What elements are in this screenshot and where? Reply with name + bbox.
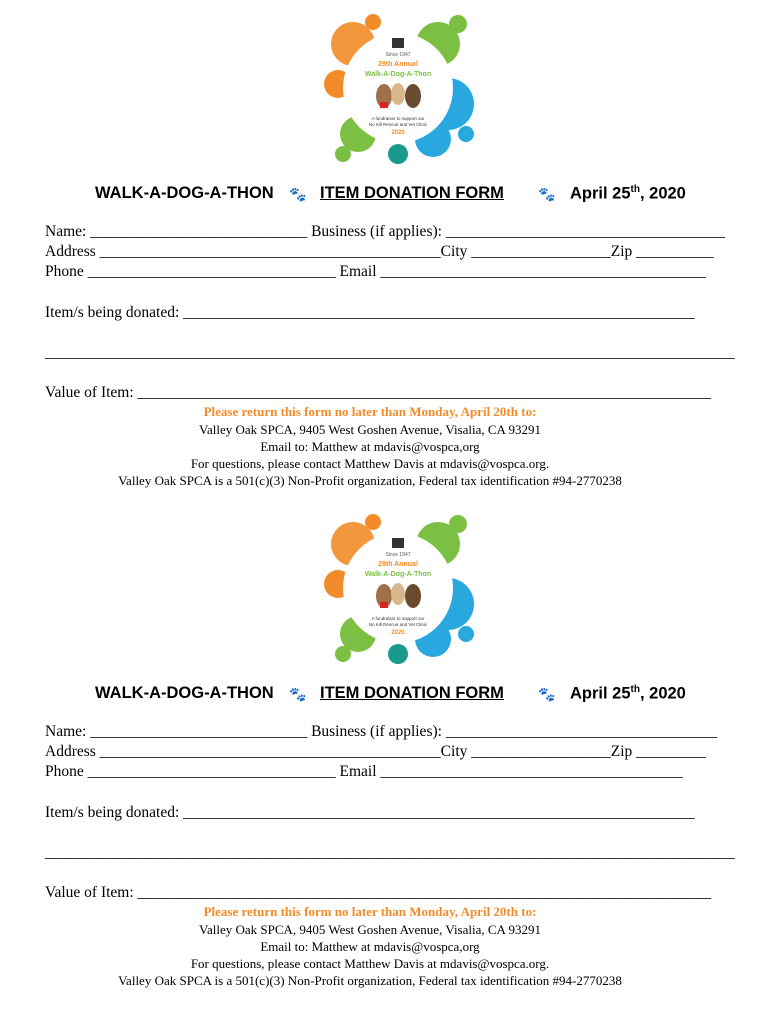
items-extra-line[interactable]: _________________________________________________________________________________________ [45, 844, 735, 861]
form-title-row [0, 680, 770, 710]
tax-id-note: Valley Oak SPCA is a 501(c)(3) Non-Profit organization, Federal tax identification #94-2770238 [118, 473, 622, 488]
item-value-line[interactable]: Value of Item: __________________________________________________________________________ [45, 384, 712, 401]
mailing-address: Valley Oak SPCA, 9405 West Goshen Avenue, Visalia, CA 93291 [199, 422, 541, 437]
form-title: ITEM DONATION FORM [320, 684, 504, 702]
paw-icon: 🐾 [289, 686, 307, 702]
logo-year: 2020 [391, 630, 405, 636]
logo-since: Since 1947 [385, 552, 411, 558]
name-business-line[interactable]: Name: ____________________________ Business (if applies): ___________________________________ [45, 723, 718, 740]
address-city-zip-line[interactable]: Address ____________________________________________City __________________Zip _________ [45, 743, 706, 760]
questions-contact: For questions, please contact Matthew Davis at mdavis@vospca.org. [190, 956, 550, 971]
questions-contact: For questions, please contact Matthew Davis at mdavis@vospca.org. [190, 456, 550, 471]
logo-since: Since 1947 [385, 52, 411, 58]
event-logo [318, 504, 478, 672]
phone-email-line[interactable]: Phone ________________________________ Email _______________________________________ [45, 763, 683, 780]
logo-year: 2020 [391, 130, 405, 136]
return-deadline: Please return this form no later than Monday, April 20th to: [203, 904, 537, 919]
paw-icon: 🐾 [289, 186, 307, 202]
event-name: WALK-A-DOG-A-THON [95, 184, 274, 202]
event-name: WALK-A-DOG-A-THON [95, 684, 274, 702]
form-title-row [0, 180, 770, 210]
event-logo [318, 4, 478, 172]
items-donated-line[interactable]: Item/s being donated: __________________________________________________________________ [45, 304, 695, 321]
event-date: April 25th, 2020 [570, 184, 686, 203]
return-deadline: Please return this form no later than Monday, April 20th to: [203, 404, 537, 419]
event-date: April 25th, 2020 [570, 684, 686, 703]
tax-id-note: Valley Oak SPCA is a 501(c)(3) Non-Profit organization, Federal tax identification #94-2770238 [118, 973, 622, 988]
name-business-line[interactable]: Name: ____________________________ Business (if applies): ____________________________________ [45, 223, 725, 240]
logo-sub2: No Kill Rescue and Vet Clinic [368, 122, 428, 127]
logo-sub1: A fundraiser to support our [371, 116, 425, 121]
logo-sub2: No Kill Rescue and Vet Clinic [368, 622, 428, 627]
item-value-line[interactable]: Value of Item: __________________________________________________________________________ [45, 884, 712, 901]
paw-icon: 🐾 [538, 186, 556, 202]
email-contact: Email to: Matthew at mdavis@vospca,org [260, 939, 480, 954]
logo-title1: 29th Annual [378, 561, 418, 568]
logo-title1: 29th Annual [378, 61, 418, 68]
phone-email-line[interactable]: Phone ________________________________ Email __________________________________________ [45, 263, 706, 280]
items-extra-line[interactable]: _________________________________________________________________________________________ [45, 344, 735, 361]
form-title: ITEM DONATION FORM [320, 184, 504, 202]
email-contact: Email to: Matthew at mdavis@vospca,org [260, 439, 480, 454]
paw-icon: 🐾 [538, 686, 556, 702]
logo-sub1: A fundraiser to support our [371, 616, 425, 621]
mailing-address: Valley Oak SPCA, 9405 West Goshen Avenue, Visalia, CA 93291 [199, 922, 541, 937]
address-city-zip-line[interactable]: Address ____________________________________________City __________________Zip __________ [45, 243, 714, 260]
items-donated-line[interactable]: Item/s being donated: __________________________________________________________________ [45, 804, 695, 821]
logo-title2: Walk-A-Dog-A-Thon [364, 571, 432, 578]
logo-title2: Walk-A-Dog-A-Thon [364, 71, 432, 78]
